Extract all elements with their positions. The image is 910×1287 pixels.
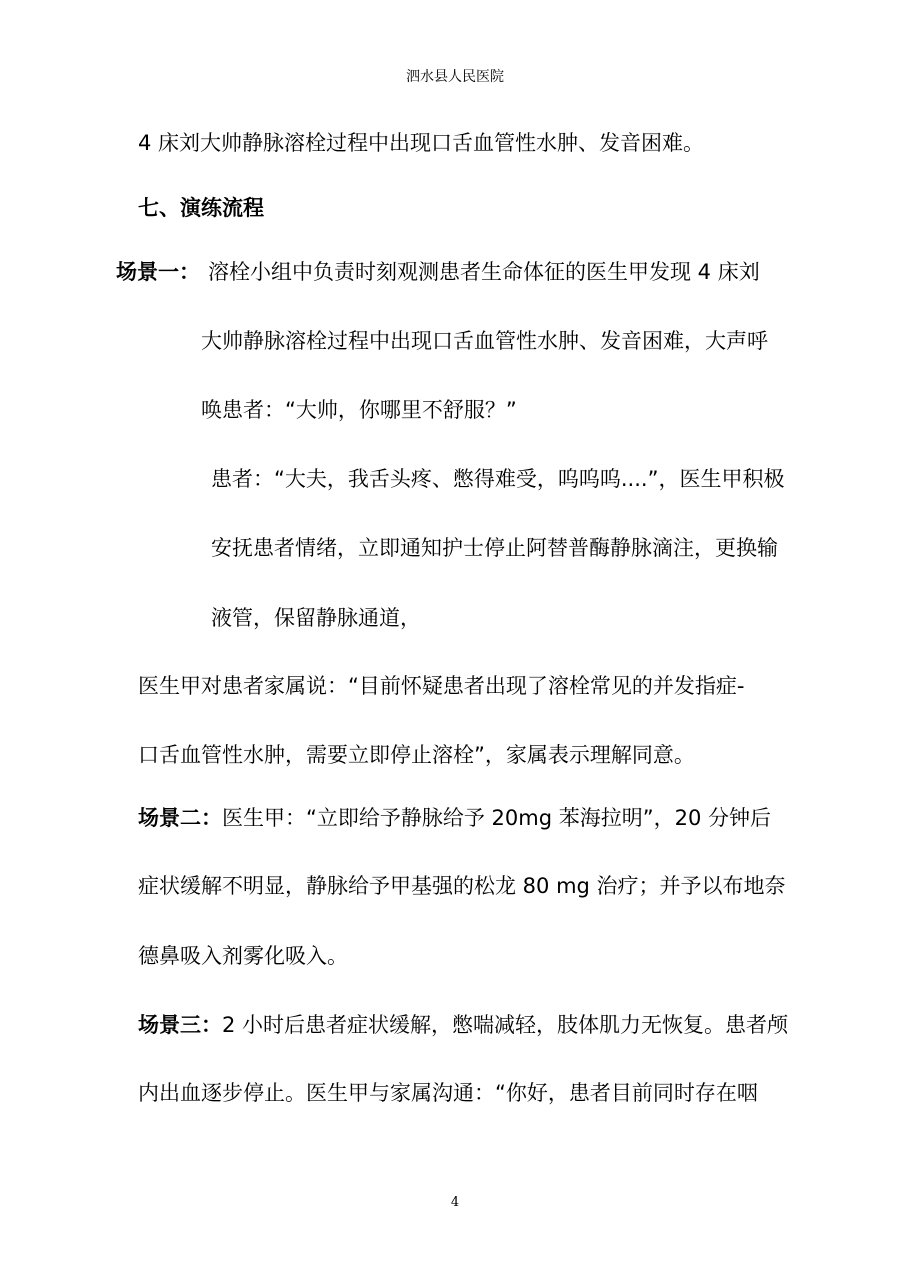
page-number: 4 bbox=[450, 1195, 460, 1210]
scene2-first-line bbox=[138, 803, 771, 833]
body-line: 内出血逐步停止。医生甲与家属沟通：“你好，患者目前同时存在咽 bbox=[138, 1081, 758, 1105]
body-line: 唤患者：“大帅，你哪里不舒服？” bbox=[201, 398, 517, 422]
scene1-first-line bbox=[116, 257, 760, 287]
body-line: 患者：“大夫，我舌头疼、憋得难受，呜呜呜....”，医生甲积极 bbox=[211, 467, 785, 491]
body-line: 液管，保留静脉通道， bbox=[211, 606, 421, 630]
scene2-text: 医生甲：“立即给予静脉给予 20mg 苯海拉明”，20 分钟后 bbox=[222, 806, 772, 830]
body-line: 德鼻吸入剂雾化吸入。 bbox=[138, 944, 348, 968]
section-title: 七、演练流程 bbox=[138, 196, 264, 220]
body-line: 安抚患者情绪，立即通知护士停止阿替普酶静脉滴注，更换输 bbox=[211, 536, 778, 560]
body-line: 口舌血管性水肿，需要立即停止溶栓”，家属表示理解同意。 bbox=[138, 743, 695, 767]
page-header: 泗水县人民医院 bbox=[406, 69, 504, 85]
scene3-text: 2 小时后患者症状缓解，憋喘减轻，肢体肌力无恢复。患者颅 bbox=[222, 1013, 789, 1037]
body-line: 大帅静脉溶栓过程中出现口舌血管性水肿、发音困难，大声呼 bbox=[201, 329, 768, 353]
scene2-label: 场景二： bbox=[138, 806, 222, 830]
scene3-label: 场景三： bbox=[138, 1013, 222, 1037]
scene1-label: 场景一： bbox=[116, 260, 200, 284]
scene3-first-line bbox=[138, 1010, 788, 1040]
scene1-text: 溶栓小组中负责时刻观测患者生命体征的医生甲发现 4 床刘 bbox=[208, 260, 760, 284]
body-line: 症状缓解不明显，静脉给予甲基强的松龙 80 mg 治疗；并予以布地奈 bbox=[138, 874, 786, 898]
body-line: 4 床刘大帅静脉溶栓过程中出现口舌血管性水肿、发音困难。 bbox=[138, 131, 705, 155]
body-line: 医生甲对患者家属说：“目前怀疑患者出现了溶栓常见的并发指症- bbox=[138, 674, 745, 698]
